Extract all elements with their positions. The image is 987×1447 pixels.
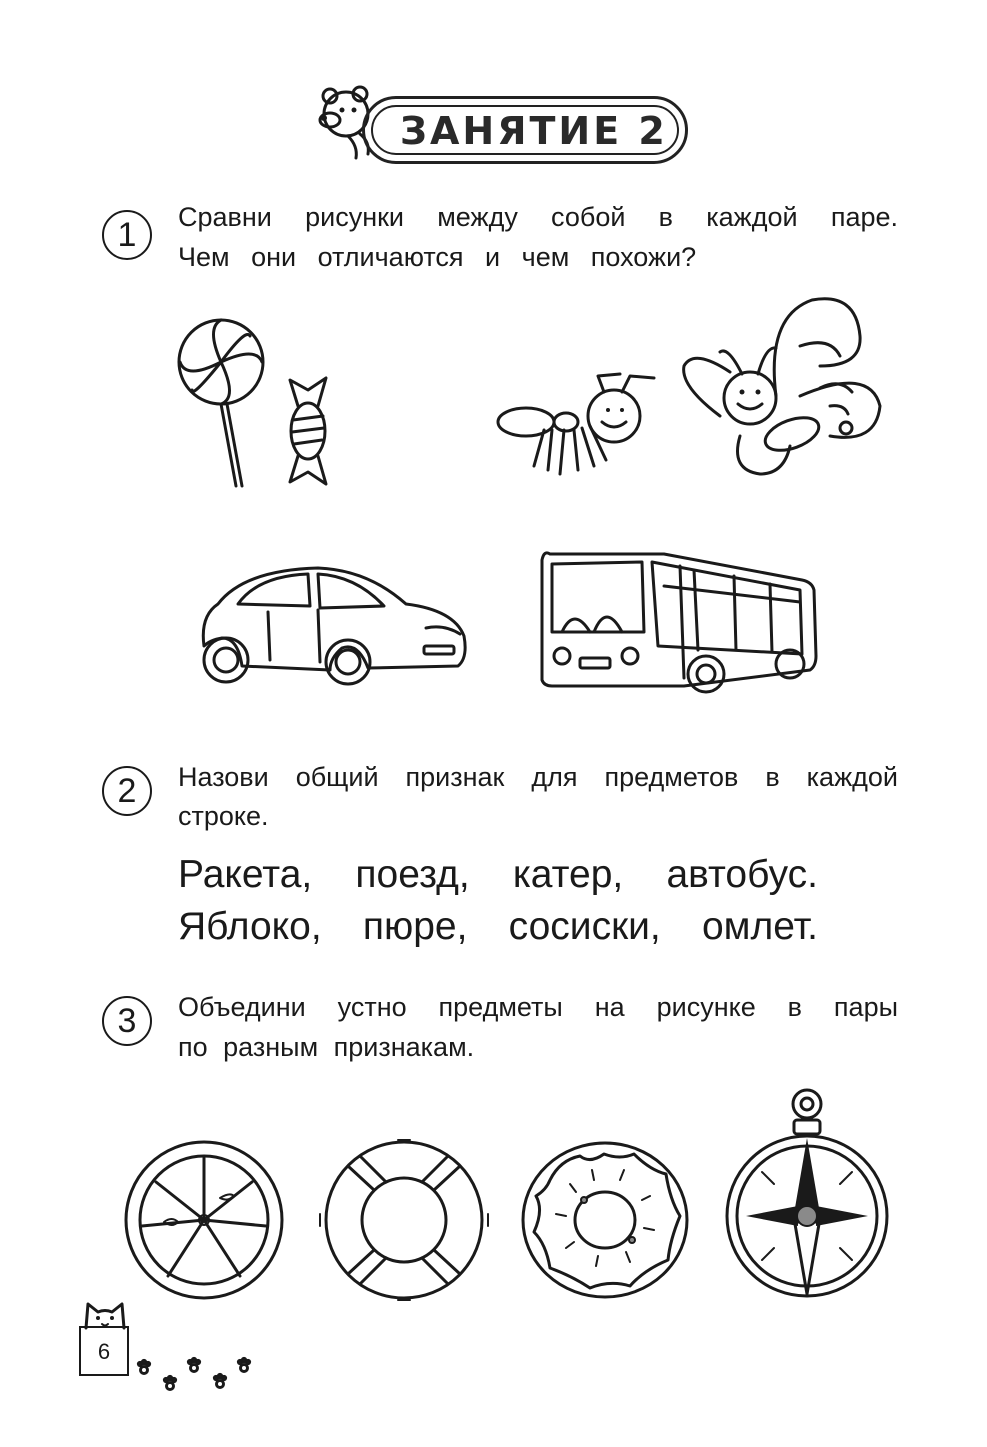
task-2-line-2: строке. — [178, 801, 269, 831]
lifebuoy-icon — [318, 1138, 490, 1302]
task-3-line-1: Объедини устно предметы на рисунке в пары — [178, 992, 898, 1022]
paw-prints-icon — [136, 1356, 256, 1396]
word-row-1: Ракета, поезд, катер, автобус. — [178, 853, 818, 896]
candy-icon — [282, 376, 334, 486]
compass-icon — [722, 1086, 892, 1298]
car-icon — [198, 562, 470, 688]
orange-slice-icon — [124, 1140, 284, 1300]
task-1-line-2: Чем они отличаются и чем похожи? — [178, 242, 697, 272]
lollipop-icon — [176, 318, 266, 490]
page-title: ЗАНЯТИЕ 2 — [400, 109, 668, 153]
task-number-1: 1 — [102, 210, 152, 260]
task-3-line-2: по разным признакам. — [178, 1032, 475, 1062]
task-2-line-1: Назови общий признак для предметов в каждой — [178, 762, 898, 792]
task-1-line-1: Сравни рисунки между собой в каждой паре. — [178, 202, 898, 232]
task-number-2: 2 — [102, 766, 152, 816]
bus-icon — [534, 546, 820, 698]
donut-icon — [520, 1140, 690, 1300]
word-row-2: Яблоко, пюре, сосиски, омлет. — [178, 905, 818, 948]
ant-icon — [494, 370, 660, 478]
butterfly-icon — [680, 296, 886, 478]
page-number: 6 — [79, 1326, 129, 1376]
task-number-3: 3 — [102, 996, 152, 1046]
